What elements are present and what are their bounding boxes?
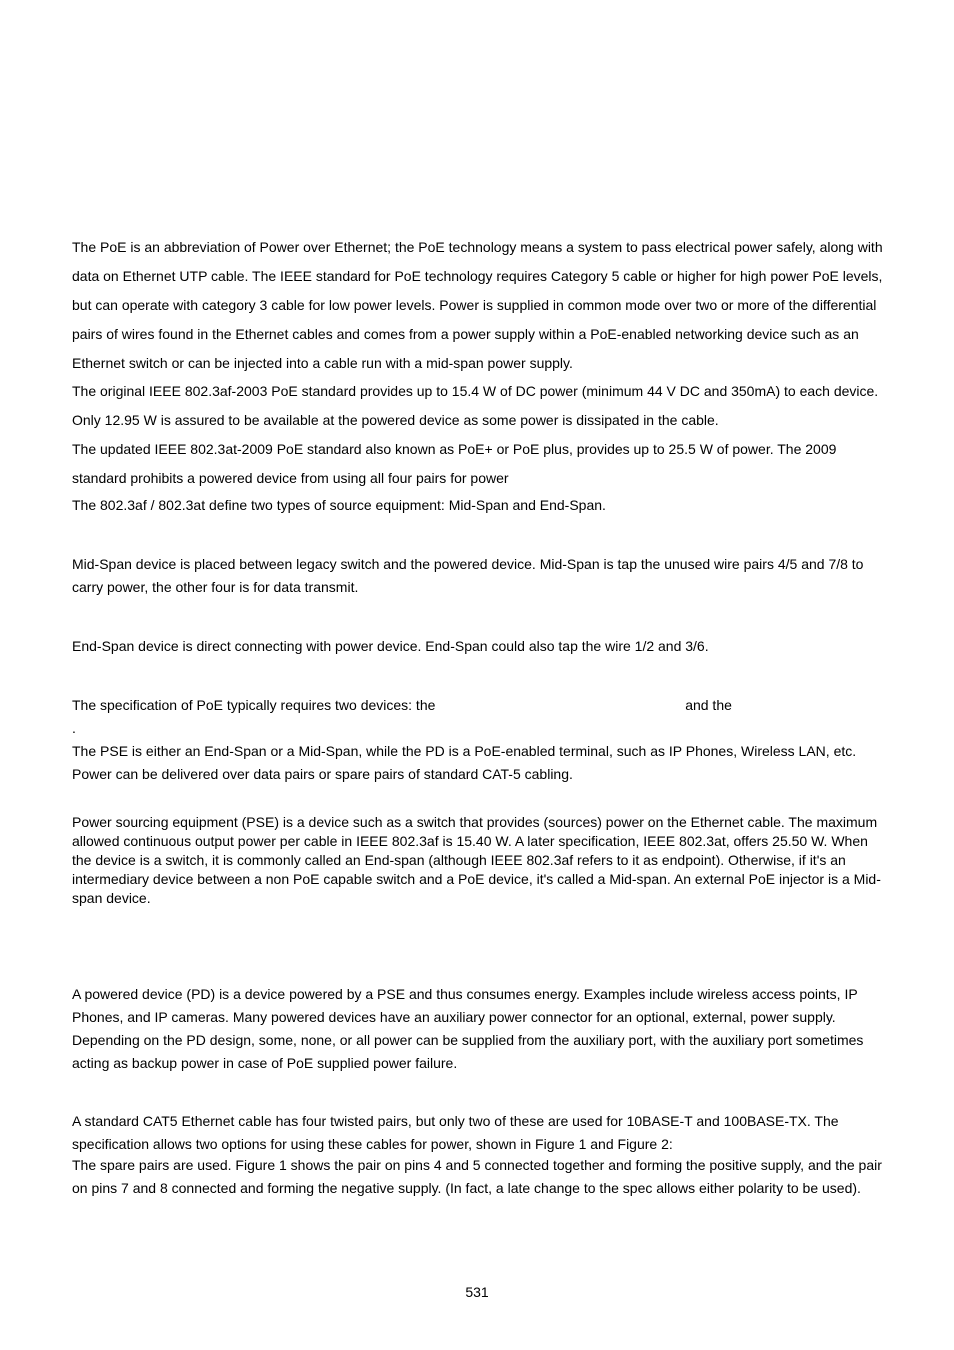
paragraph-poe-intro: The PoE is an abbreviation of Power over Ethernet; the PoE technology means a system to pass electrical power safely, along with data on Ethernet UTP cable. The IEEE standard for PoE technology requires Category 5 cable or higher for high power PoE levels, but can operate with category 3 cable for low power levels. Power is supplied in common mode over two or more of the differential pairs of wires found in the Ethernet cables and comes from a power supply within a PoE-enabled networking device such as an Ethernet switch or can be injected into a cable run with a mid-span power supply. <box>72 239 883 371</box>
paragraph-cat5-cable: A standard CAT5 Ethernet cable has four twisted pairs, but only two of these are used for 10BASE-T and 100BASE-TX. The specification allows two options for using these cables for power, shown in Figure 1 and Figure 2: <box>72 1113 839 1152</box>
paragraph-802-3af: The original IEEE 802.3af-2003 PoE standard provides up to 15.4 W of DC power (minimum 44 V DC and 350mA) to each device. Only 12.95 W is assured to be available at the powered device as some power is dissipated in the cable. <box>72 383 879 428</box>
pse-pd-text-part1: The specification of PoE typically requires two devices: the <box>72 697 436 713</box>
paragraph-end-span: End-Span device is direct connecting with power device. End-Span could also tap the wire 1/2 and 3/6. <box>72 638 709 654</box>
paragraph-spare-pairs: The spare pairs are used. Figure 1 shows the pair on pins 4 and 5 connected together and forming the positive supply, and the pair on pins 7 and 8 connected and forming the negative supply. (In fact, a late change to the spec allows either polarity to be used). <box>72 1157 882 1196</box>
paragraph-mid-span: Mid-Span device is placed between legacy switch and the powered device. Mid-Span is tap the unused wire pairs 4/5 and 7/8 to carry power, the other four is for data transmit. <box>72 556 864 595</box>
paragraph-pse-definition: Power sourcing equipment (PSE) is a device such as a switch that provides (sources) power on the Ethernet cable. The maximum allowed continuous output power per cable in IEEE 802.3af is 15.40 W. A later specification, IEEE 802.3at, offers 25.50 W. When the device is a switch, it is commonly called an End-span (although IEEE 802.3af refers to it as endpoint). Otherwise, if it's an intermediary device between a non PoE capable switch and a PoE device, it's called a Mid-span. An external PoE injector is a Mid-span device. <box>72 814 881 906</box>
paragraph-pse-pd-intro <box>72 694 887 786</box>
paragraph-source-types: The 802.3af / 802.3at define two types of source equipment: Mid-Span and End-Span. <box>72 497 606 513</box>
page-number: 531 <box>465 1284 489 1300</box>
pse-pd-text-part3: . <box>72 720 76 736</box>
pse-pd-text-rest: The PSE is either an End-Span or a Mid-Span, while the PD is a PoE-enabled terminal, such as IP Phones, Wireless LAN, etc. Power can be delivered over data pairs or spare pairs of standard CAT-5 cabling. <box>72 743 857 782</box>
pse-pd-text-part2: and the <box>685 697 732 713</box>
paragraph-802-3at: The updated IEEE 802.3at-2009 PoE standard also known as PoE+ or PoE plus, provides up to 25.5 W of power. The 2009 standard prohibits a powered device from using all four pairs for power <box>72 441 837 486</box>
paragraph-pd-definition: A powered device (PD) is a device powered by a PSE and thus consumes energy. Examples include wireless access points, IP Phones, and IP cameras. Many powered devices have an auxiliary power connector for an optional, external, power supply. Depending on the PD design, some, none, or all power can be supplied from the auxiliary port, with the auxiliary port sometimes acting as backup power in case of PoE supplied power failure. <box>72 986 864 1071</box>
